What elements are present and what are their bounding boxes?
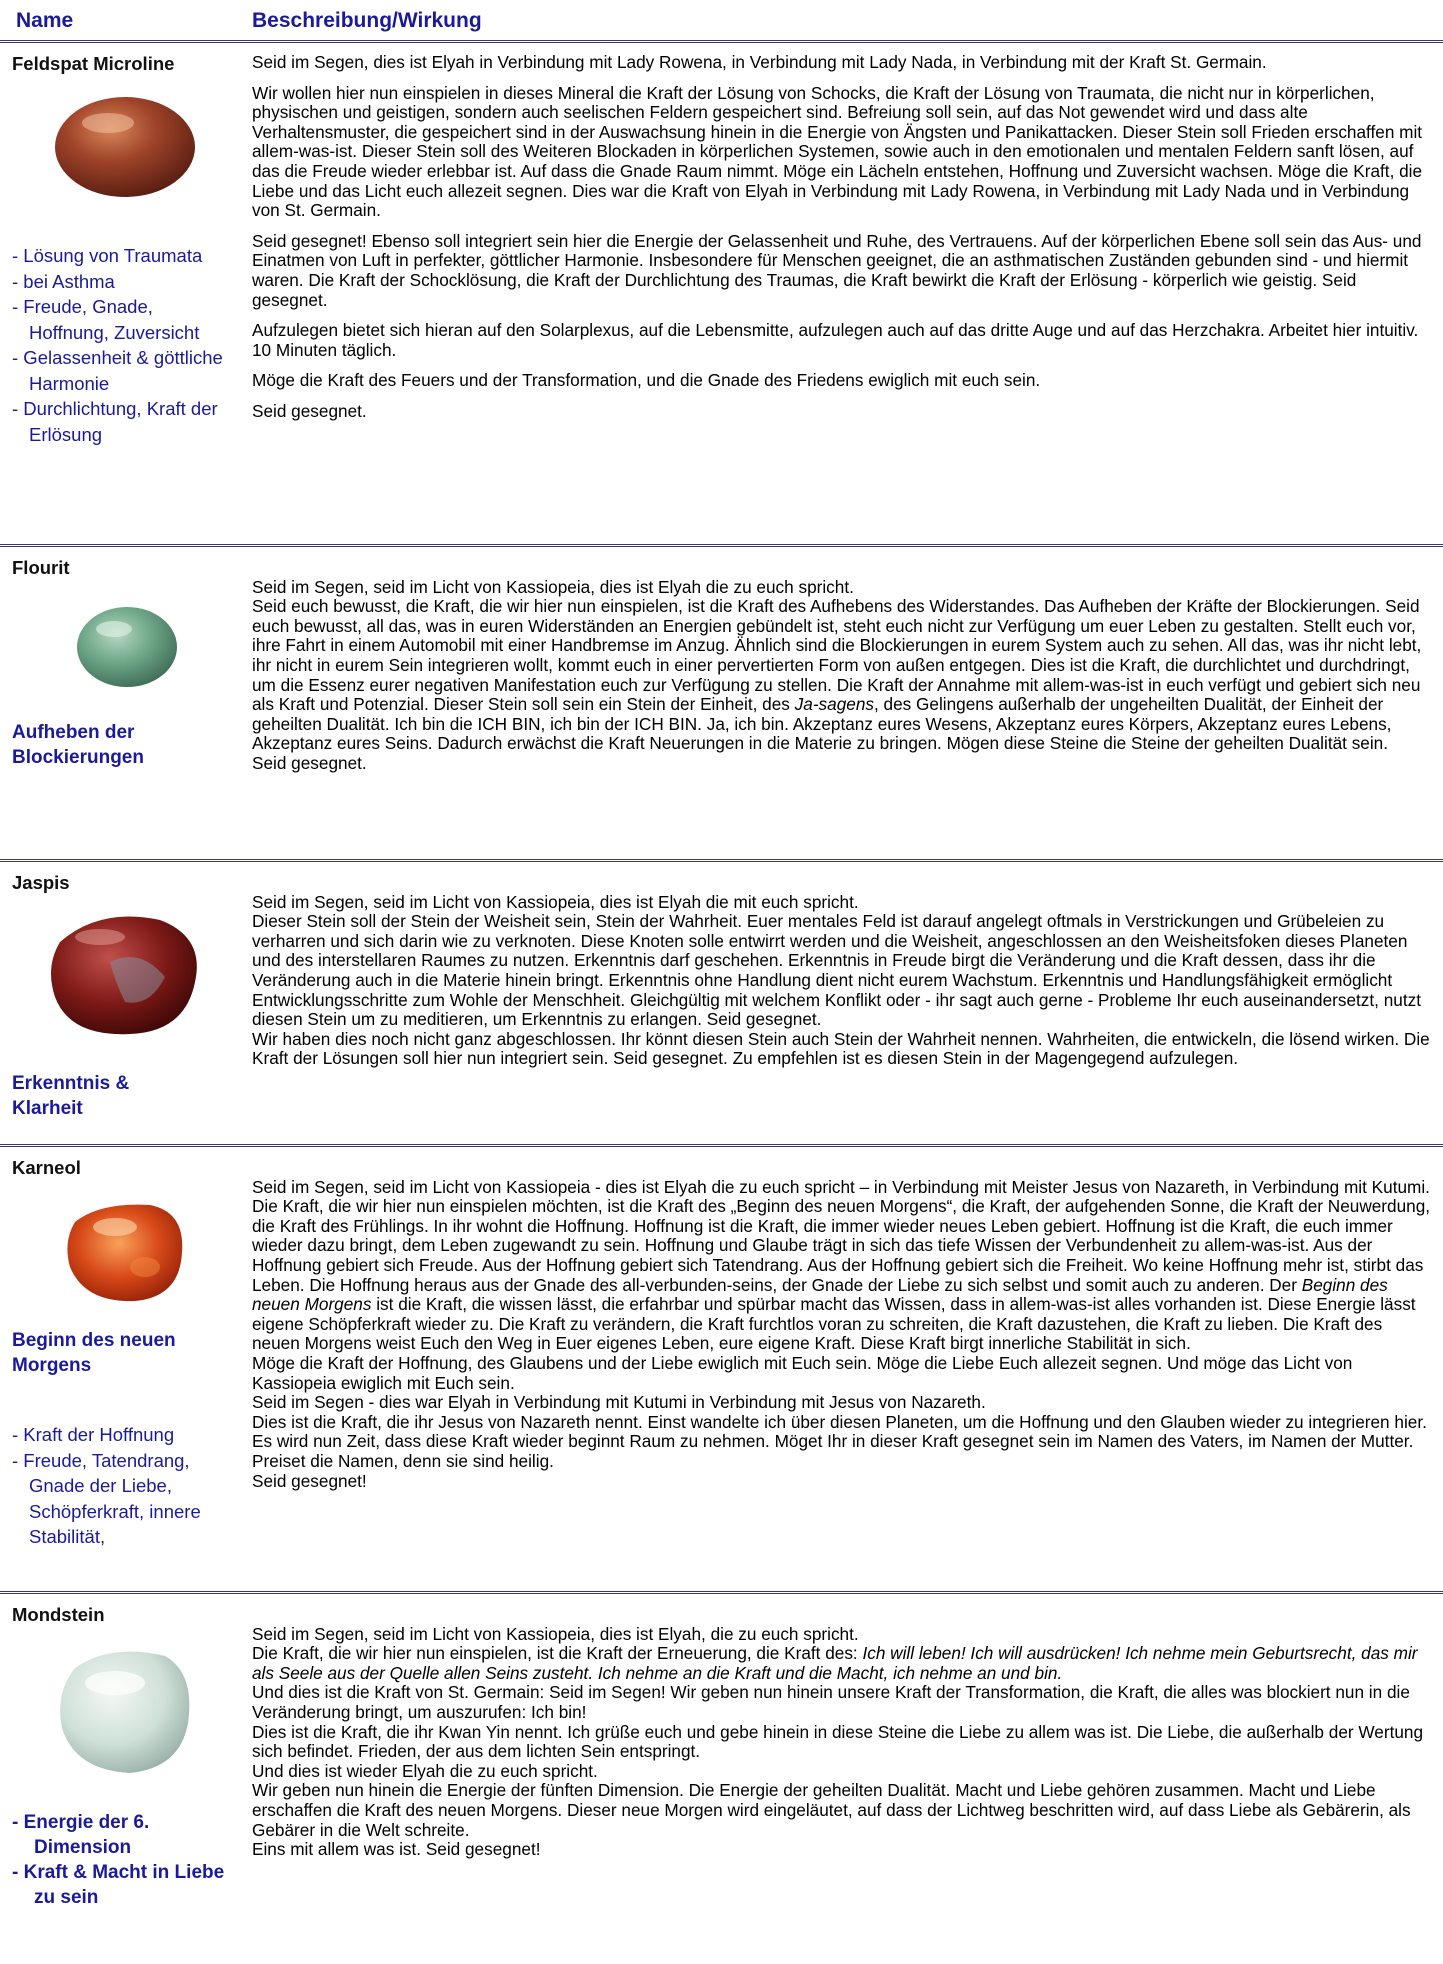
list-item: - Kraft & Macht in Liebe zu sein [12,1862,225,1908]
description-text: Seid im Segen, seid im Licht von Kassiopeia, dies ist Elyah, die zu euch spricht. Die Kraft, die wir hier nun einspielen, ist die Kraft der Erneuerung, die Kraft des: Ich will leben! Ich will ausdrücken! Ich nehme mein Geburtsrecht, das mir als Seele aus der Quelle allen Seins zusteht. Ich nehme an die Kraft und die Macht, ich nehme an und bin. Und dies ist die Kraft von St. Germain: Seid im Segen! Wir geben nun hinein unsere Kraft der Transformation, die Kraft, die alles was blockiert nun in die Veränderung bringt, um auszurufen: Ich bin! Dies ist die Kraft, die ihr Kwan Yin nennt. Ich grüße euch und gebe hinein in diese Steine die Liebe zu allem was ist. Die Liebe, die außerhalb der Wertung sich befindet. Frieden, der aus dem lichten Sein entspringt. Und dies ist wieder Elyah die zu euch spricht. Wir geben nun hinein die Energie der fünften Dimension. Die Energie der geheilten Dualität. Macht und Liebe gehören zusammen. Macht und Liebe erschaffen die Kraft des neuen Morgens. Dieser neue Morgen wird eingeläutet, auf dass der Lichtweg beschritten wird, auf dass Liebe als Gebärerin, als Gebärer in die Welt schreite. Eins mit allem was ist. Seid gesegnet! [252,1623,1424,1860]
list-item: - Freude, Tatendrang, Gnade der Liebe, Schöpferkraft, innere Stabilität, [12,1449,201,1547]
description-cell [252,873,1432,1089]
stone-name: Mondstein [12,1604,105,1625]
table-row-mondstein [0,1591,1443,1964]
stone-name: Karneol [12,1157,81,1178]
description-paragraph: Seid gesegnet! Ebenso soll integriert sein hier die Energie der Gelassenheit und Ruhe, des Vertrauens. Auf der körperlichen Ebene soll sein das Aus- und Einatmen von Luft in perfekter, göttlicher Harmonie. Insbesondere für Menschen geeignet, die an asthmatischen Zuständen gebunden sind - und hiermit waren. Die Kraft der Schocklösung, die Kraft der Durchlichtung des Traumas, die Kraft bewirkt die Kraft der Erlösung - körperlich wie geistig. Seid gesegnet. [252,230,1422,310]
description-text: Seid im Segen, seid im Licht von Kassiopeia, dies ist Elyah die mit euch spricht. Dieser Stein soll der Stein der Weisheit sein, Stein der Wahrheit. Euer mentales Feld ist darauf angelegt oftmals in Verstrickungen und Grübeleien zu verharren und sich darin wie zu verknoten. Diese Knoten solle entwirrt werden und die Weisheit, angeschlossen an den Weisheitsfoken dieses Planeten und des interstellaren Raumes zu nutzen. Erkenntnis darf geschehen. Erkenntnis in Freude birgt die Veränderung und die Kraft dessen, dass ihr die Veränderung auch in die Materie hinein bringt. Erkenntnis ohne Handlung dient nicht eurem Wachstum. Erkenntnis und Handlungsfähigkeit ermöglicht Entwicklungsschritte zum Wohle der Menschheit. Gleichgültig mit welchem Konflikt oder - ihr sagt auch gerne - Probleme Ihr euch auseinandersetzt, nutzt diesen Stein um zu meditieren, um Erkenntnis zu erlangen. Seid gesegnet. Wir haben dies noch nicht ganz abgeschlossen. Ihr könnt diesen Stein auch Stein der Wahrheit nennen. Wahrheiten, die entwickeln, die lösend wirken. Die Kraft der Lösungen soll hier nun integriert sein. Seid gesegnet. Zu empfehlen ist es diesen Stein in der Magengegend aufzulegen. [252,891,1430,1069]
stone-effect: Beginn des neuen Morgens [12,1330,176,1376]
flourit-stone-image [72,601,182,693]
stone-effect: Erkenntnis & Klarheit [12,1073,130,1119]
property-list [12,1810,242,1910]
table-row-karneol [0,1144,1443,1591]
mondstein-stone-image [50,1638,200,1778]
list-item: - Gelassenheit & göttliche Harmonie [12,347,223,394]
table-row-feldspat [0,40,1443,544]
list-item: - Lösung von Traumata [12,245,203,266]
property-list [12,1422,242,1550]
description-cell [252,1605,1432,1879]
description-paragraph: Wir wollen hier nun einspielen in dieses Mineral die Kraft der Lösung von Schocks, die Kraft der Lösung von Traumata, die nicht nur in körperlichen, physischen und geistigen, sondern auch seelischen Feldern gespeichert sind. Befreiung soll sein, auf das Not gewendet wird und dass alte Verhaltensmuster, die gespeichert sind in der Auswachsung hinein in die Energie von Ängsten und Panikattacken. Dieser Stein soll Frieden erschaffen mit allem-was-ist. Dieser Stein soll des Weiteren Blockaden in körperlichen Systemen, sowie auch in den emotionalen und mentalen Feldern sanft lösen, auf das die Freude wieder erlebbar ist. Auf dass die Gnade Raum nimmt. Möge ein Lächeln entstehen, Hoffnung und Zuversicht wachsen. Möge die Kraft, die Liebe und das Licht euch allezeit segnen. Dies war die Kraft von Elyah in Verbindung mit Lady Rowena, in Verbindung mit Lady Nada und in Verbindung von St. Germain. [252,82,1423,221]
stone-name: Jaspis [12,872,70,893]
list-item: - Energie der 6. Dimension [12,1812,150,1858]
description-cell [252,558,1432,793]
table-row-flourit [0,544,1443,859]
column-header-description: Beschreibung/Wirkung [252,9,482,32]
description-paragraph: Aufzulegen bietet sich hieran auf den Solarplexus, auf die Lebensmitte, aufzulegen auch auf das dritte Auge und auf das Herzchakra. Arbeitet hier intuitiv. 10 Minuten täglich. [252,320,1419,360]
stone-name: Flourit [12,557,70,578]
feldspat-stone-image [50,91,200,201]
list-item: - Durchlichtung, Kraft der Erlösung [12,398,218,445]
karneol-stone-image [60,1197,190,1307]
list-item: - bei Asthma [12,270,115,292]
list-item: - Freude, Gnade, Hoffnung, Zuversicht [12,296,200,343]
description-paragraph: Seid gesegnet. [252,400,367,421]
table-header [0,0,1443,38]
table-row-jaspis [0,859,1443,1144]
stone-effect: Aufheben der Blockierungen [12,722,144,768]
description-cell [252,53,1432,422]
column-header-name: Name [16,9,74,32]
description-text: Seid im Segen, seid im Licht von Kassiopeia - dies ist Elyah die zu euch spricht – in Verbindung mit Meister Jesus von Nazareth, in Verbindung mit Kutumi. Die Kraft, die wir hier nun einspielen möchten, ist die Kraft des „Beginn des neuen Morgens“, die Kraft, der aufgehenden Sonne, die Kraft der Neuwerdung, die Kraft des Frühlings. In ihr wohnt die Hoffnung. Hoffnung ist die Kraft, die immer wieder neues Leben gebiert. Hoffnung ist die Kraft, die euch immer wieder dazu bringt, dem Leben zugewandt zu sein. Hoffnung und Glaube trägt in sich das tiefe Wissen der Verbundenheit zu allem-was-ist. Aus der Hoffnung gebiert sich Freude. Aus der Hoffnung gebiert sich Tatendrang. Aus der Hoffnung gebiert sich die Freiheit. Wo keine Hoffnung mehr ist, stirbt das Leben. Die Hoffnung heraus aus der Gnade des all-verbunden-seins, der Gnade der Liebe zu sich selbst und somit auch zu anderen. Der Beginn des neuen Morgens ist die Kraft, die wissen lässt, die erfahrbar und spürbar macht das Wissen, dass in allem-was-ist alles vorhanden ist. Diese Energie lässt eigene Schöpferkraft wieder zu. Die Kraft zu verändern, die Kraft furchtlos voran zu schreiten, die Kraft dazustehen, die Kraft zu lieben. Die Kraft des neuen Morgens weist Euch den Weg in Euer eigenes Leben, eure eigene Kraft. Diese Kraft birgt innerliche Stabilität in sich. Möge die Kraft der Hoffnung, des Glaubens und der Liebe ewiglich mit Euch sein. Möge die Liebe Euch allezeit segnen. Und möge das Licht von Kassiopeia ewiglich mit Euch sein. Seid im Segen - dies war Elyah in Verbindung mit Kutumi in Verbindung mit Jesus von Nazareth. Dies ist die Kraft, die ihr Jesus von Nazareth nennt. Einst wandelte ich über diesen Planeten, um die Hoffnung und den Glauben wieder zu integrieren hier. Es wird nun Zeit, dass diese Kraft wieder beginnt Raum zu nehmen. Möget Ihr in dieser Kraft gesegnet sein im Namen des Vaters, im Namen der Mutter. Preiset die Namen, denn sie sind heilig. Seid gesegnet! [252,1176,1431,1491]
description-cell [252,1158,1432,1511]
stone-name: Feldspat Microline [12,53,175,74]
emphasis: Ich will leben! Ich will ausdrücken! Ich nehme mein Geburtsrecht, das mir als Seele aus der Quelle allen Seins zusteht. Ich nehme an die Kraft und die Macht, ich nehme an und bin. [252,1643,1418,1683]
list-item: - Kraft der Hoffnung [12,1424,175,1445]
description-text: Seid im Segen, seid im Licht von Kassiopeia, dies ist Elyah die zu euch spricht. Seid euch bewusst, die Kraft, die wir hier nun einspielen, ist die Kraft des Aufhebens des Widerstandes. Das Aufheben der Kräfte der Blockierungen. Seid euch bewusst, all das, was in euren Widerständen an Energien gebündelt ist, steht euch nicht zur Verfügung um euer Leben zu gestalten. Stellt euch vor, ihre Fahrt in einem Automobil mit einer Handbremse im Anzug. Ähnlich sind die Blockierungen in eurem System auch zu sehen. All das, was ihr nicht lebt, ihr nicht in eurem Sein integrieren wollt, kommt euch in einer pervertierten Form von außen entgegen. Dies ist die Kraft, die durchlichtet und durchdringt, um die Essenz eurer negativen Manifestation euch zur Verfügung zu stellen. Die Kraft der Annahme mit allem-was-ist in euch verfügt und gebiert sich neu als Kraft und Potenzial. Dieser Stein soll sein ein Stein der Einheit, des Ja-sagens, des Gelingens außerhalb der ungeheilten Dualität, der Einheit der geheilten Dualität. Ich bin die ICH BIN, ich bin der ICH BIN. Ja, ich bin. Akzeptanz eures Wesens, Akzeptanz eures Körpers, Akzeptanz eures Lebens, Akzeptanz eures Seins. Dadurch erwächst die Kraft Neuerungen in die Materie zu bringen. Mögen diese Steine die Steine der geheilten Dualität sein. Seid gesegnet. [252,576,1422,773]
emphasis: Ja-sagens [794,694,874,715]
emphasis: Beginn des neuen Morgens [252,1274,1388,1315]
description-paragraph: Möge die Kraft des Feuers und der Transformation, und die Gnade des Friedens ewiglich mit euch sein. [252,370,1041,391]
description-paragraph: Seid im Segen, dies ist Elyah in Verbindung mit Lady Rowena, in Verbindung mit Lady Nada, in Verbindung mit der Kraft St. Germain. [252,52,1267,72]
property-list [12,243,237,447]
jaspis-stone-image [40,902,210,1042]
